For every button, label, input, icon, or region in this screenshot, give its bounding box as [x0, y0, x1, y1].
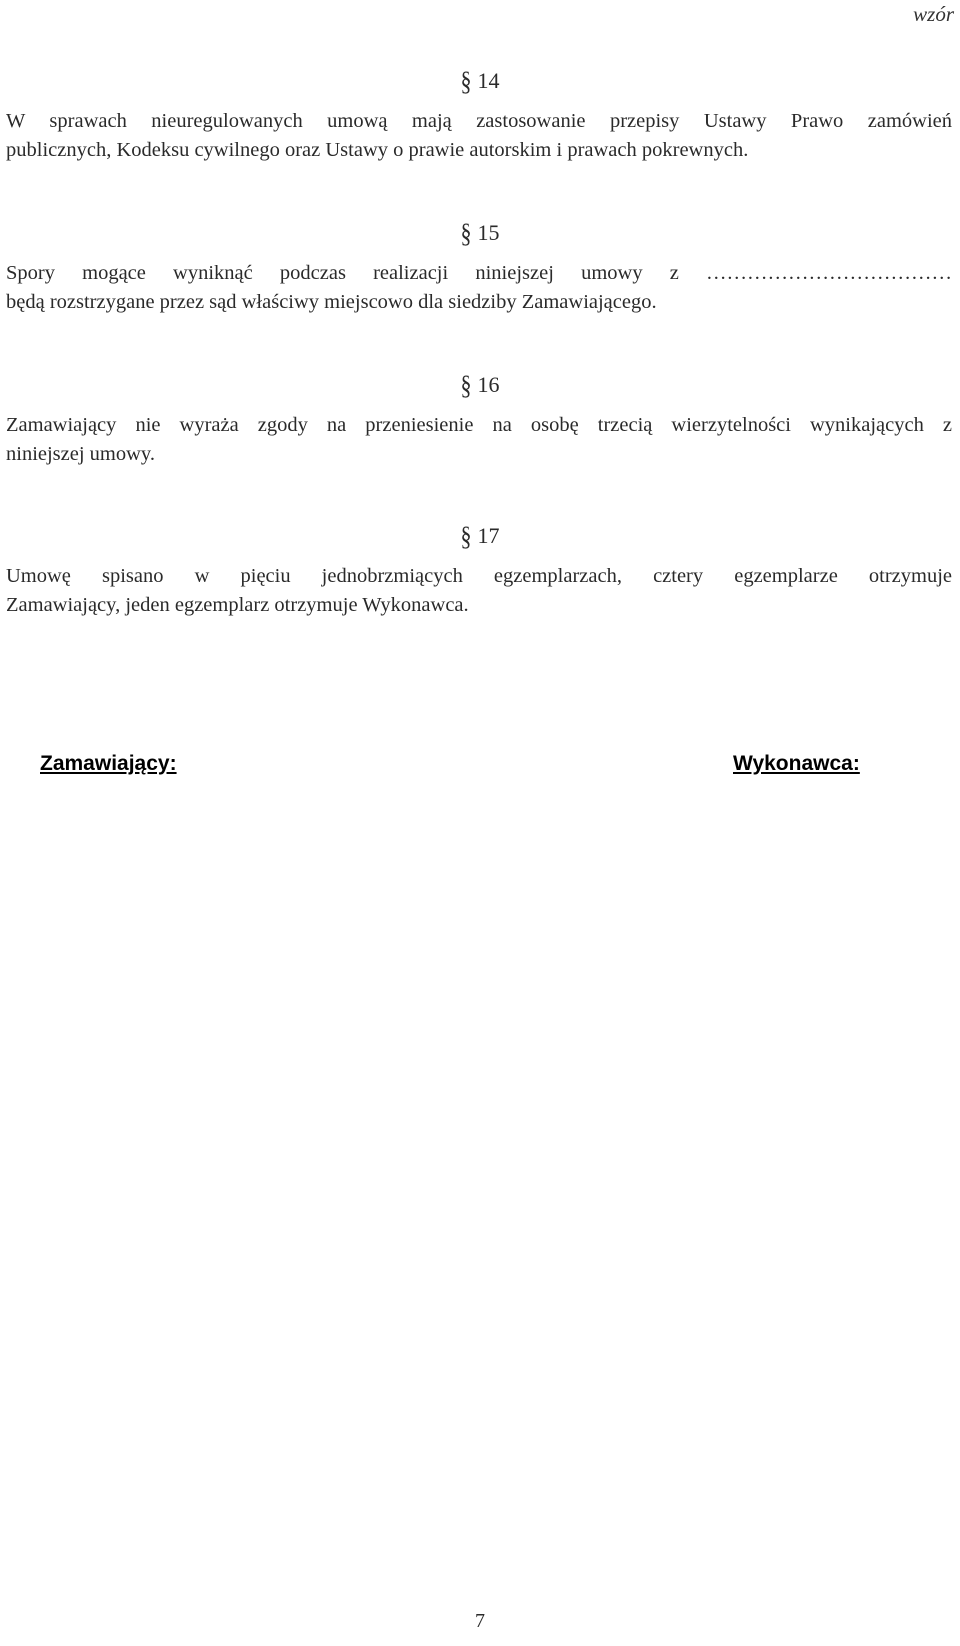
- section-17-paragraph: [6, 562, 952, 620]
- paragraph-line: Zamawiający nie wyraża zgody na przeniesienie na osobę trzecią wierzytelności wynikających z: [6, 414, 952, 436]
- section-number: 16: [477, 372, 500, 397]
- signature-label-contractor: Wykonawca:: [733, 752, 860, 775]
- section-15-paragraph: [6, 259, 952, 317]
- section-heading-15: [0, 216, 960, 248]
- section-16-paragraph: [6, 411, 952, 469]
- paragraph-line: niniejszej umowy.: [6, 443, 155, 465]
- signature-block: [0, 752, 960, 782]
- page-number: 7: [475, 1610, 485, 1632]
- section-number: 15: [477, 220, 500, 245]
- paragraph-line: W sprawach nieuregulowanych umową mają zastosowanie przepisy Ustawy Prawo zamówień: [6, 110, 952, 132]
- section-number: 14: [477, 68, 500, 93]
- section-sign: §: [460, 519, 472, 551]
- section-14-paragraph: [6, 107, 952, 165]
- section-sign: §: [460, 216, 472, 248]
- paragraph-line: Zamawiający, jeden egzemplarz otrzymuje Wykonawca.: [6, 594, 469, 616]
- section-heading-16: [0, 368, 960, 400]
- section-number: 17: [477, 523, 500, 548]
- watermark-label: wzór: [913, 2, 954, 26]
- paragraph-line: Umowę spisano w pięciu jednobrzmiących egzemplarzach, cztery egzemplarze otrzymuje: [6, 565, 952, 587]
- paragraph-line: będą rozstrzygane przez sąd właściwy miejscowo dla siedziby Zamawiającego.: [6, 291, 657, 313]
- signature-label-ordering-party: Zamawiający:: [40, 752, 177, 775]
- paragraph-line: publicznych, Kodeksu cywilnego oraz Ustawy o prawie autorskim i prawach pokrewnych.: [6, 139, 749, 161]
- section-heading-17: [0, 519, 960, 551]
- section-sign: §: [460, 64, 472, 96]
- section-sign: §: [460, 368, 472, 400]
- paragraph-line: Spory mogące wyniknąć podczas realizacji niniejszej umowy z ………………………………: [6, 262, 952, 284]
- section-heading-14: [0, 64, 960, 96]
